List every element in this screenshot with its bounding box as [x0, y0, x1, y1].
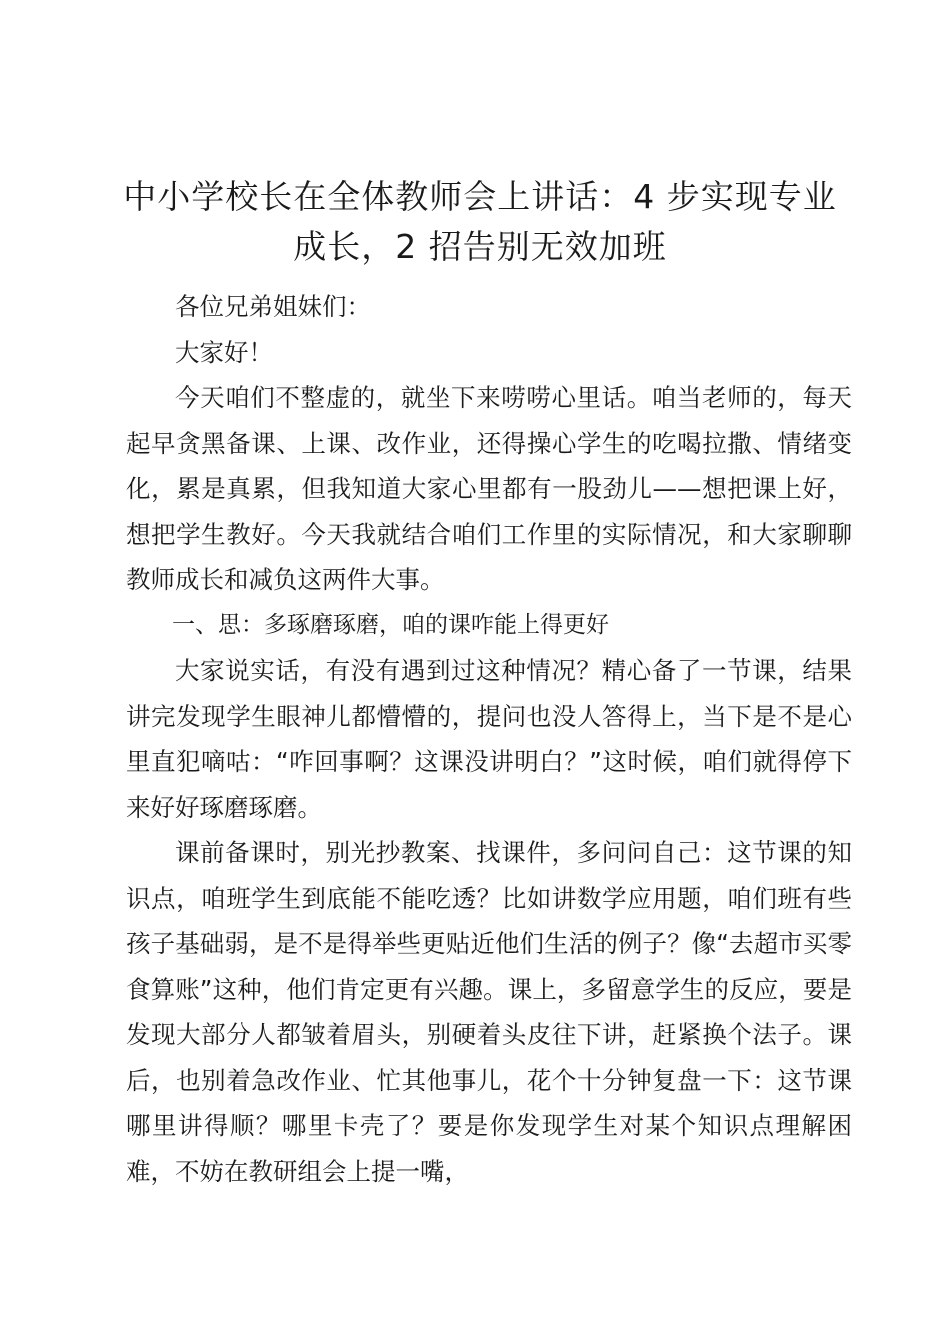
document-title: 中小学校长在全体教师会上讲话：4 步实现专业成长，2 招告别无效加班 — [123, 177, 837, 266]
salutation-paragraph: 各位兄弟姐妹们： — [175, 292, 371, 321]
section-heading: 一、思：多琢磨琢磨，咱的课咋能上得更好 — [172, 611, 609, 638]
greeting-paragraph: 大家好！ — [175, 337, 273, 367]
body-paragraph: 大家说实话，有没有遇到过这种情况？精心备了一节课，结果讲完发现学生眼神儿都懵懵的，提问也没人答得上，当下是不是心里直犯嘀咕：“咋回事啊？这课没讲明白？”这时候，咱们就得停下来好好琢磨琢磨。 — [126, 656, 852, 822]
body-paragraph: 课前备课时，别光抄教案、找课件，多问问自己：这节课的知识点，咱班学生到底能不能吃透？比如讲数学应用题，咱们班有些孩子基础弱，是不是得举些更贴近他们生活的例子？像“去超市买零食算账”这种，他们肯定更有兴趣。课上，多留意学生的反应，要是发现大部分人都皱着眉头，别硬着头皮往下讲，赶紧换个法子。课后，也别着急改作业、忙其他事儿，花个十分钟复盘一下：这节课哪里讲得顺？哪里卡壳了？要是你发现学生对某个知识点理解困难，不妨在教研组会上提一嘴， — [126, 838, 852, 1186]
body-paragraph: 今天咱们不整虚的，就坐下来唠唠心里话。咱当老师的，每天起早贪黑备课、上课、改作业，还得操心学生的吃喝拉撒、情绪变化，累是真累，但我知道大家心里都有一股劲儿——想把课上好，想把学生教好。今天我就结合咱们工作里的实际情况，和大家聊聊教师成长和减负这两件大事。 — [126, 383, 852, 594]
document-body — [126, 284, 852, 1194]
